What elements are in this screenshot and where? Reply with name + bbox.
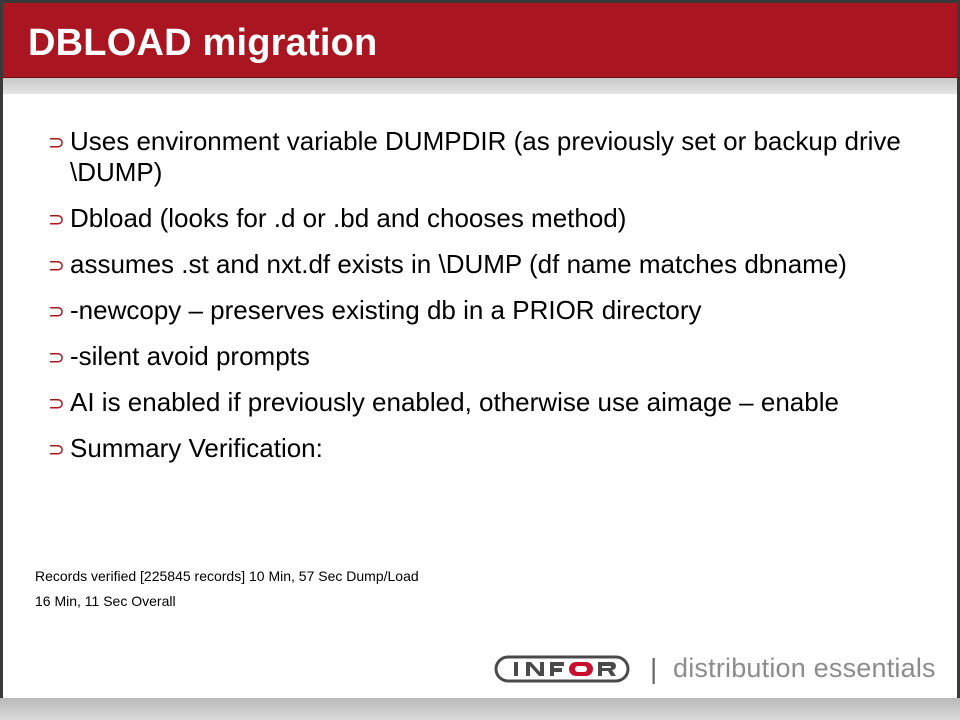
summary-line-overall: 16 Min, 11 Sec Overall [35,593,176,609]
bullet-item [50,341,910,372]
footer-branding [490,648,936,688]
bullet-arrow-icon: ⊃ [48,207,65,231]
bullet-arrow-icon: ⊃ [48,437,65,461]
bullet-item [50,126,910,188]
infor-logo [490,648,640,688]
bullet-arrow-icon: ⊃ [48,130,65,154]
bullet-text: AI is enabled if previously enabled, otherwise use aimage – enable [70,387,839,417]
bullet-arrow-icon: ⊃ [48,391,65,415]
bullet-item [50,203,910,234]
slide-title: DBLOAD migration [28,22,378,64]
bullet-item [50,433,910,464]
footer-separator: | [650,653,658,684]
bullet-arrow-icon: ⊃ [48,299,65,323]
bullet-item [50,295,910,326]
bullet-text: -silent avoid prompts [70,341,310,371]
bottom-band [0,698,960,720]
bullet-text: -newcopy – preserves existing db in a PRIOR directory [70,295,702,325]
left-border [0,78,3,698]
summary-line-records: Records verified [225845 records] 10 Min, 57 Sec Dump/Load [35,568,419,584]
summary-details [35,564,419,614]
bullet-item [50,249,910,280]
bullet-item [50,387,910,418]
title-bar [0,0,960,78]
title-underband [0,78,960,94]
bullet-text: assumes .st and nxt.df exists in \DUMP (df name matches dbname) [70,249,847,279]
bullet-list [50,126,910,479]
bullet-text: Uses environment variable DUMPDIR (as previously set or backup drive \DUMP) [70,126,901,187]
bullet-text: Summary Verification: [70,433,323,463]
bullet-arrow-icon: ⊃ [48,253,65,277]
bullet-text: Dbload (looks for .d or .bd and chooses method) [70,203,627,233]
footer-tagline: distribution essentials [673,653,936,683]
bullet-arrow-icon: ⊃ [48,345,65,369]
